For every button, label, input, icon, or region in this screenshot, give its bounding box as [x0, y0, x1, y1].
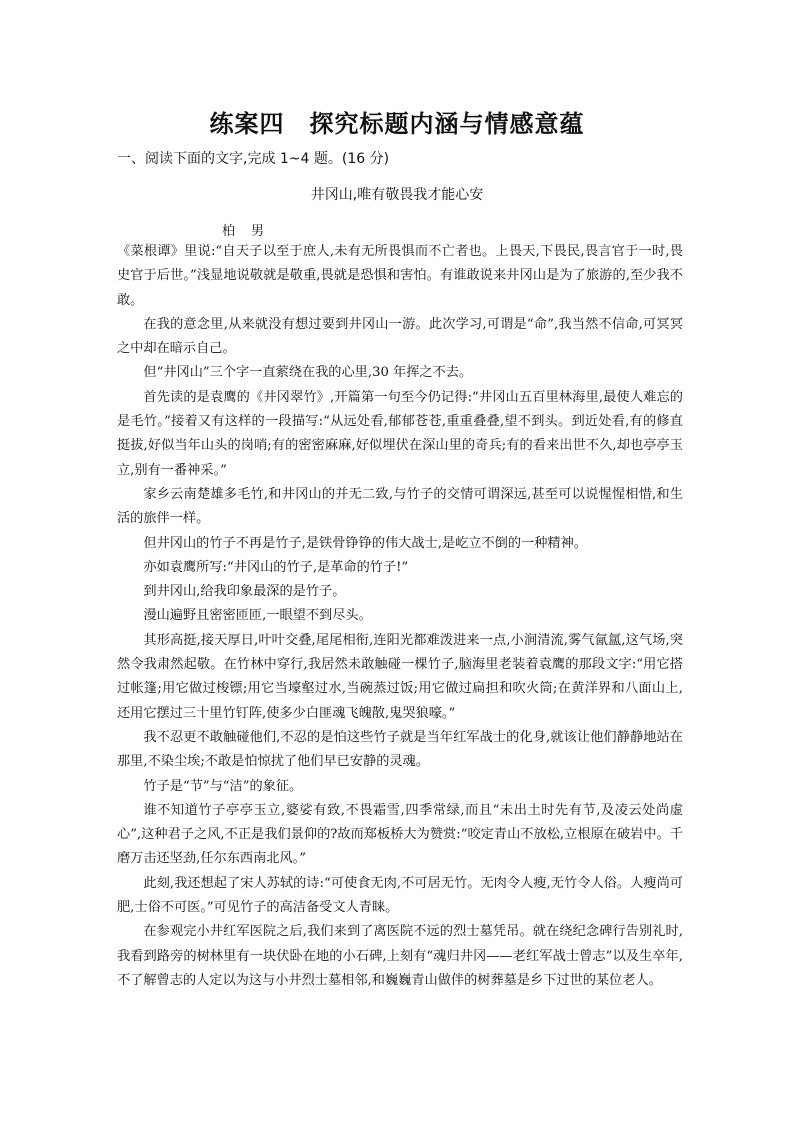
paragraph-14: 此刻,我还想起了宋人苏轼的诗:“可使食无肉,不可居无竹。无肉令人瘦,无竹令人俗。人瘦尚可肥,士俗不可医。”可见竹子的高洁备受文人青睐。 [117, 875, 683, 916]
paragraph-3: 但“井冈山”三个字一直萦绕在我的心里,30 年挥之不去。 [143, 365, 473, 381]
paragraph-2: 在我的意念里,从来就没有想过要到井冈山一游。此次学习,可谓是“命”,我当然不信命,可冥冥之中却在暗示自己。 [117, 316, 683, 357]
paragraph-5: 家乡云南楚雄多毛竹,和井冈山的并无二致,与竹子的交情可谓深远,甚至可以说惺惺相惜,和生活的旅伴一样。 [117, 486, 683, 527]
paragraph-13: 谁不知道竹子亭亭玉立,婆娑有致,不畏霜雪,四季常绿,而且“未出土时先有节,及凌云处尚虚心”,这种君子之风,不正是我们景仰的?故而郑板桥大为赞赏:“咬定青山不放松,立根原在破岩中。千磨万击还坚劲,任尔东西南北风。” [117, 802, 683, 867]
paragraph-7: 亦如袁鹰所写:“井冈山的竹子,是革命的竹子!” [143, 559, 409, 575]
paragraph-12: 竹子是“节”与“洁”的象征。 [143, 778, 303, 794]
paragraph-6: 但井冈山的竹子不再是竹子,是铁骨铮铮的伟大战士,是屹立不倒的一种精神。 [143, 535, 587, 551]
paragraph-8: 到井冈山,给我印象最深的是竹子。 [143, 584, 346, 600]
paragraph-4: 首先读的是袁鹰的《井冈翠竹》,开篇第一句至今仍记得:“井冈山五百里林海里,最使人难忘的是毛竹。”接着又有这样的一段描写:“从远处看,郁郁苍苍,重重叠叠,望不到头。到近处看,有的修直挺拔,好似当年山头的岗哨;有的密密麻麻,好似埋伏在深山里的奇兵;有的看来出世不久,却也亭亭玉立,别有一番神采。” [117, 389, 683, 478]
page-title: 练案四 探究标题内涵与情感意蕴 [209, 110, 585, 138]
paragraph-15: 在参观完小井红军医院之后,我们来到了离医院不远的烈士墓凭吊。就在绕纪念碑行告别礼时,我看到路旁的树林里有一块伏卧在地的小石碑,上刻有“魂归井冈——老红军战士曾志”以及生卒年,不了解曾志的人定以为这与小井烈士墓相邻,和巍巍青山做伴的树葬墓是乡下过世的某位老人。 [117, 924, 683, 988]
paragraph-9: 漫山遍野且密密匝匝,一眼望不到尽头。 [143, 608, 372, 624]
article-body [117, 240, 683, 993]
article-title: 井冈山,唯有敬畏我才能心安 [310, 187, 484, 203]
paragraph-1: 《菜根谭》里说:“自天子以至于庶人,未有无所畏惧而不亡者也。上畏天,下畏民,畏言官于一时,畏史官于后世。”浅显地说敬就是敬重,畏就是恐惧和害怕。有谁敢说来井冈山是为了旅游的,至少我不敢。 [117, 244, 683, 308]
section-heading: 一、阅读下面的文字,完成 1~4 题。(16 分) [117, 151, 390, 167]
paragraph-10: 其形高挺,接天厚日,叶叶交叠,尾尾相衔,连阳光都难泼进来一点,小涧清流,雾气氤氲,这气场,突然令我肃然起敬。在竹林中穿行,我居然未敢触碰一棵竹子,脑海里老装着袁鹰的那段文字:“用它搭过帐篷;用它做过梭镖;用它当壕壑过水,当碗蒸过饭;用它做过扁担和吹火筒;在黄洋界和八面山上,还用它摆过三十里竹钉阵,使多少白匪魂飞魄散,鬼哭狼嚎。” [117, 632, 683, 721]
paragraph-11: 我不忍更不敢触碰他们,不忍的是怕这些竹子就是当年红军战士的化身,就该让他们静静地站在那里,不染尘埃;不敢是怕惊扰了他们早已安静的灵魂。 [117, 729, 683, 770]
article-author: 柏男 [222, 224, 281, 239]
